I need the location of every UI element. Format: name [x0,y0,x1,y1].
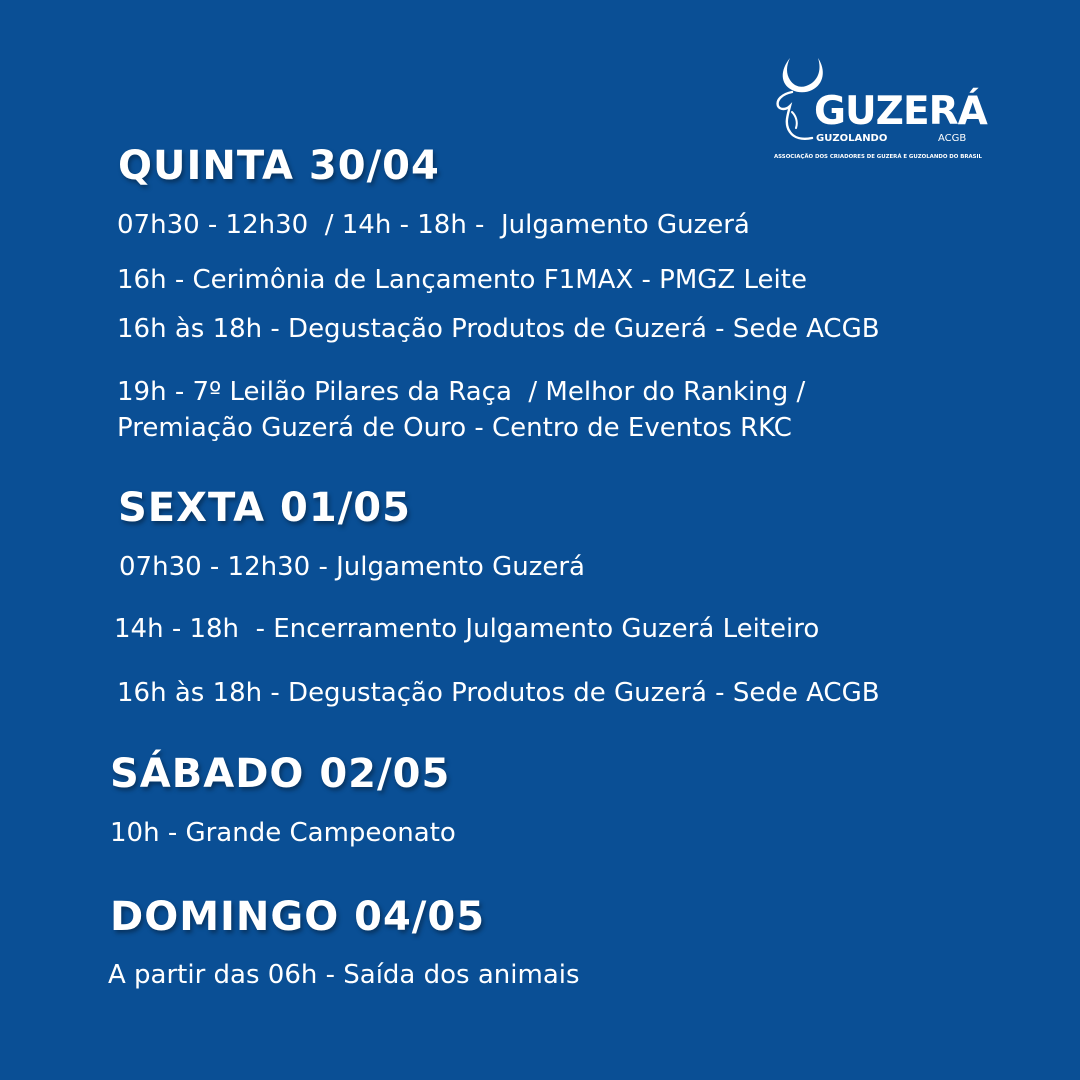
event-item: 07h30 - 12h30 - Julgamento Guzerá [119,552,585,582]
event-item: Premiação Guzerá de Ouro - Centro de Eventos RKC [117,413,792,443]
event-item: 19h - 7º Leilão Pilares da Raça / Melhor do Ranking / [117,377,806,407]
event-item: A partir das 06h - Saída dos animais [108,960,580,990]
event-item: 16h - Cerimônia de Lançamento F1MAX - PMGZ Leite [117,265,807,295]
day-heading-sexta: SEXTA 01/05 [118,485,411,531]
logo-association-text: ASSOCIAÇÃO DOS CRIADORES DE GUZERÁ E GUZOLANDO DO BRASIL [774,154,982,160]
event-item: 16h às 18h - Degustação Produtos de Guzerá - Sede ACGB [117,314,880,344]
association-logo [772,54,987,170]
event-item: 07h30 - 12h30 / 14h - 18h - Julgamento Guzerá [117,210,750,240]
day-heading-sabado: SÁBADO 02/05 [110,751,451,797]
event-item: 16h às 18h - Degustação Produtos de Guzerá - Sede ACGB [117,678,880,708]
logo-brand-text: GUZERÁ [814,89,987,134]
event-item: 14h - 18h - Encerramento Julgamento Guzerá Leiteiro [114,614,820,644]
day-heading-quinta: QUINTA 30/04 [118,143,440,189]
day-heading-domingo: DOMINGO 04/05 [110,894,486,940]
event-item: 10h - Grande Campeonato [110,818,456,848]
logo-subbrand-text: GUZOLANDO [816,133,888,144]
logo-acronym-text: ACGB [938,133,967,144]
